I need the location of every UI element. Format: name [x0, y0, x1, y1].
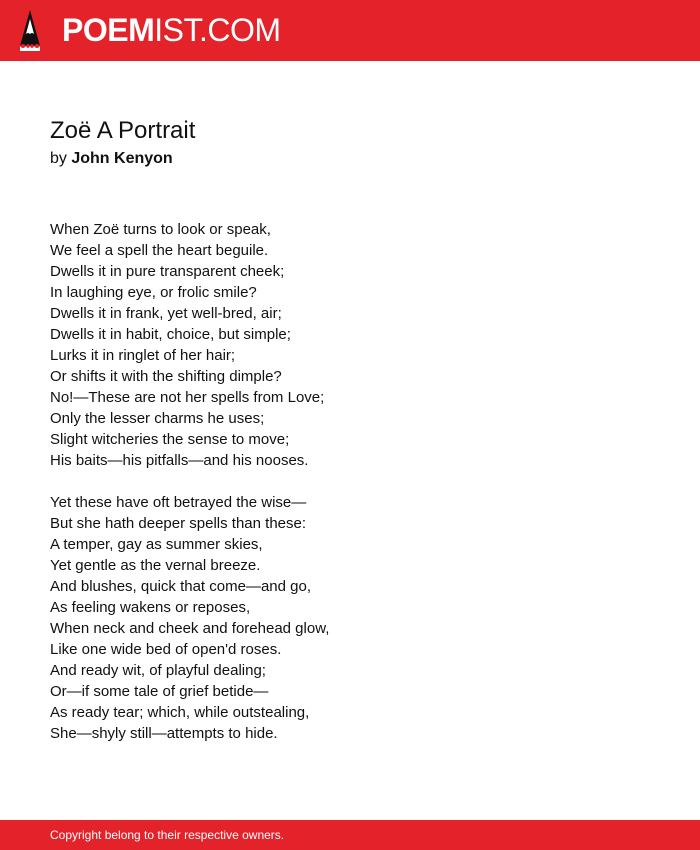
copyright-notice: Copyright belong to their respective owners. — [50, 828, 285, 842]
poem-line: As ready tear; which, while outstealing, — [50, 704, 310, 721]
poem-line: When Zoë turns to look or speak, — [50, 221, 271, 238]
pencil-tip-icon[interactable] — [18, 10, 42, 52]
poem-line: Yet gentle as the vernal breeze. — [50, 557, 261, 574]
poem-line: And blushes, quick that come—and go, — [50, 578, 311, 595]
poem-line: But she hath deeper spells than these: — [50, 515, 307, 532]
poem-line: Like one wide bed of open'd roses. — [50, 641, 282, 658]
site-header — [0, 0, 700, 61]
site-footer — [0, 820, 700, 850]
poem-line: And ready wit, of playful dealing; — [50, 662, 266, 679]
poem-line: Dwells it in pure transparent cheek; — [50, 263, 285, 280]
poem-line: A temper, gay as summer skies, — [50, 536, 263, 553]
brand-name-strong: POEM — [62, 12, 155, 48]
poem-author: John Kenyon — [71, 150, 173, 167]
poem-line: Or shifts it with the shifting dimple? — [50, 368, 282, 385]
brand-name-light: IST.COM — [154, 12, 281, 48]
poem-line: Slight witcheries the sense to move; — [50, 431, 290, 448]
poem-line: Lurks it in ringlet of her hair; — [50, 347, 236, 364]
by-label: by — [50, 150, 67, 167]
poem-line: Or—if some tale of grief betide— — [50, 683, 269, 700]
poem-line: Yet these have oft betrayed the wise— — [50, 494, 307, 511]
poem-line: Dwells it in habit, choice, but simple; — [50, 326, 291, 343]
poem-line: She—shyly still—attempts to hide. — [50, 725, 278, 742]
poem-line: We feel a spell the heart beguile. — [50, 242, 269, 259]
poem-line: When neck and cheek and forehead glow, — [50, 620, 330, 637]
poem-line: No!—These are not her spells from Love; — [50, 389, 325, 406]
poem-line: His baits—his pitfalls—and his nooses. — [50, 452, 309, 469]
site-logo-text[interactable] — [62, 12, 281, 48]
poem-line: As feeling wakens or reposes, — [50, 599, 251, 616]
poem-byline — [50, 149, 173, 169]
poem-title: Zoë A Portrait — [50, 117, 196, 144]
stanza — [50, 219, 650, 471]
stanza — [50, 492, 650, 744]
poem-line: In laughing eye, or frolic smile? — [50, 284, 257, 301]
poem-line: Only the lesser charms he uses; — [50, 410, 265, 427]
poem-line: Dwells it in frank, yet well-bred, air; — [50, 305, 282, 322]
poem-body — [50, 219, 650, 765]
